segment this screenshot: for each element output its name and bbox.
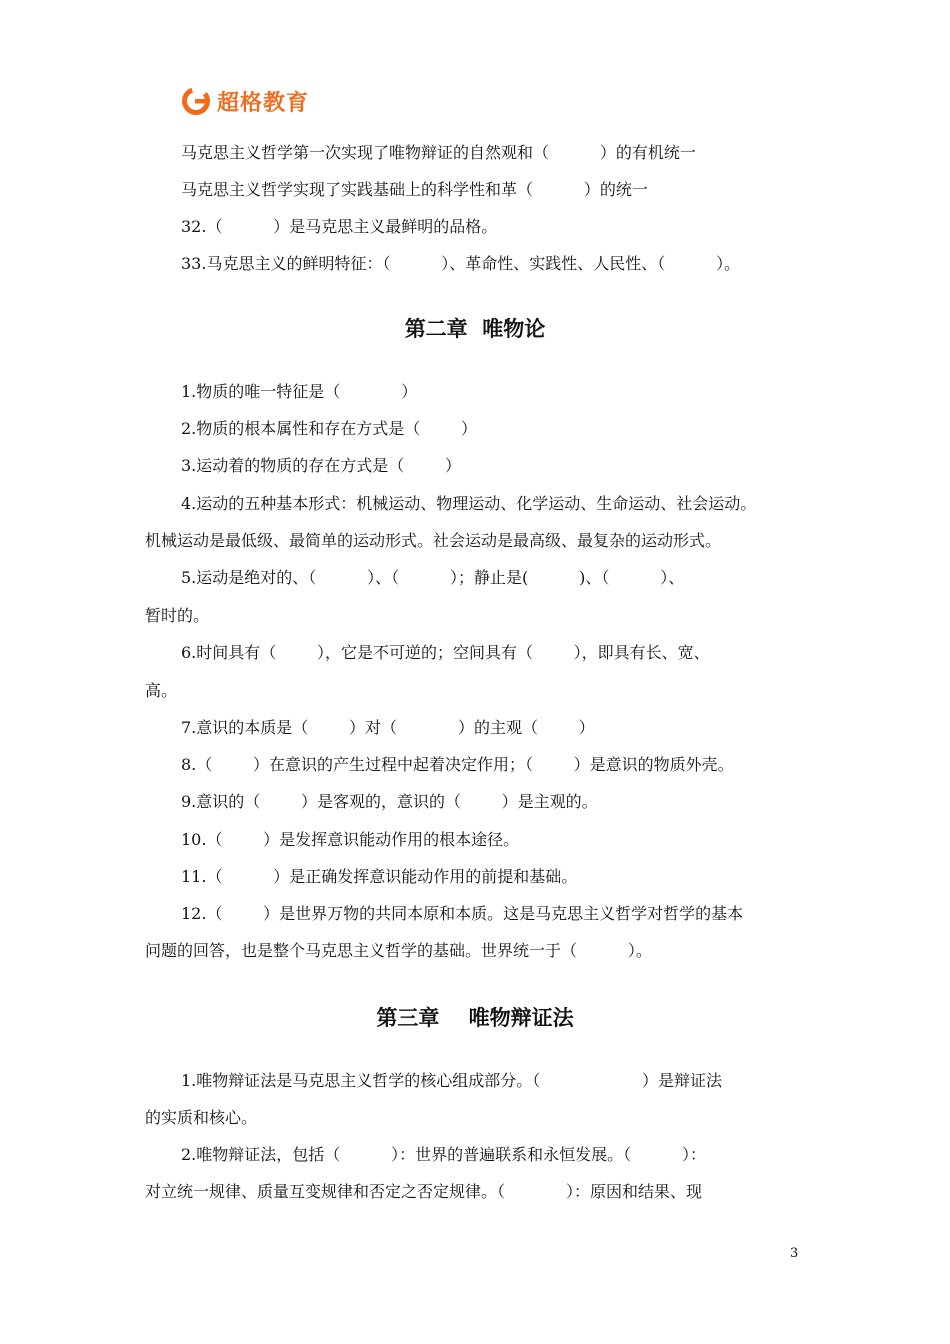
question-line: 10.（ ）是发挥意识能动作用的根本途径。 xyxy=(181,830,520,849)
chapter-heading: 第三章 唯物辩证法 xyxy=(376,1006,574,1030)
text-line: 33.马克思主义的鲜明特征：（ ）、革命性、实践性、人民性、（ ）。 xyxy=(181,254,741,273)
question-line: 2.唯物辩证法，包括（ ）：世界的普遍联系和永恒发展。（ ）： xyxy=(181,1145,706,1164)
question-line: 高。 xyxy=(145,681,178,700)
question-line: 机械运动是最低级、最简单的运动形式。社会运动是最高级、最复杂的运动形式。 xyxy=(145,531,722,550)
question-line: 4.运动的五种基本形式：机械运动、物理运动、化学运动、生命运动、社会运动。 xyxy=(181,494,757,513)
question-line: 8.（ ）在意识的产生过程中起着决定作用；（ ）是意识的物质外壳。 xyxy=(181,755,734,774)
question-line: 11.（ ）是正确发挥意识能动作用的前提和基础。 xyxy=(181,867,578,886)
text-line: 马克思主义哲学第一次实现了唯物辩证的自然观和（ ）的有机统一 xyxy=(181,143,696,162)
question-line: 3.运动着的物质的存在方式是（ ） xyxy=(181,456,461,475)
text-line: 马克思主义哲学实现了实践基础上的科学性和革（ ）的统一 xyxy=(181,180,648,199)
question-line: 暂时的。 xyxy=(145,606,210,625)
question-line: 5.运动是绝对的、（ ）、（ ）；静止是( )、（ ）、 xyxy=(181,568,685,587)
question-line: 7.意识的本质是（ ）对（ ）的主观（ ） xyxy=(181,718,595,737)
question-line: 的实质和核心。 xyxy=(145,1108,258,1127)
question-line: 1.物质的唯一特征是（ ） xyxy=(181,382,418,401)
chapter-heading: 第二章 唯物论 xyxy=(404,317,546,341)
g-logo-icon xyxy=(181,86,211,116)
question-line: 9.意识的（ ）是客观的，意识的（ ）是主观的。 xyxy=(181,792,598,811)
question-line: 1.唯物辩证法是马克思主义哲学的核心组成部分。（ ）是辩证法 xyxy=(181,1071,722,1090)
question-line: 6.时间具有（ ），它是不可逆的；空间具有（ ），即具有长、宽、 xyxy=(181,643,710,662)
question-line: 对立统一规律、质量互变规律和否定之否定规律。（ ）：原因和结果、现 xyxy=(145,1182,703,1201)
question-line: 2.物质的根本属性和存在方式是（ ） xyxy=(181,419,477,438)
page-number: 3 xyxy=(790,1246,799,1261)
brand-name: 超格教育 xyxy=(217,90,310,116)
text-line: 32.（ ）是马克思主义最鲜明的品格。 xyxy=(181,217,498,236)
brand-logo xyxy=(181,84,309,118)
question-line: 问题的回答，也是整个马克思主义哲学的基础。世界统一于（ ）。 xyxy=(145,941,652,960)
question-line: 12.（ ）是世界万物的共同本原和本质。这是马克思主义哲学对哲学的基本 xyxy=(181,904,744,923)
